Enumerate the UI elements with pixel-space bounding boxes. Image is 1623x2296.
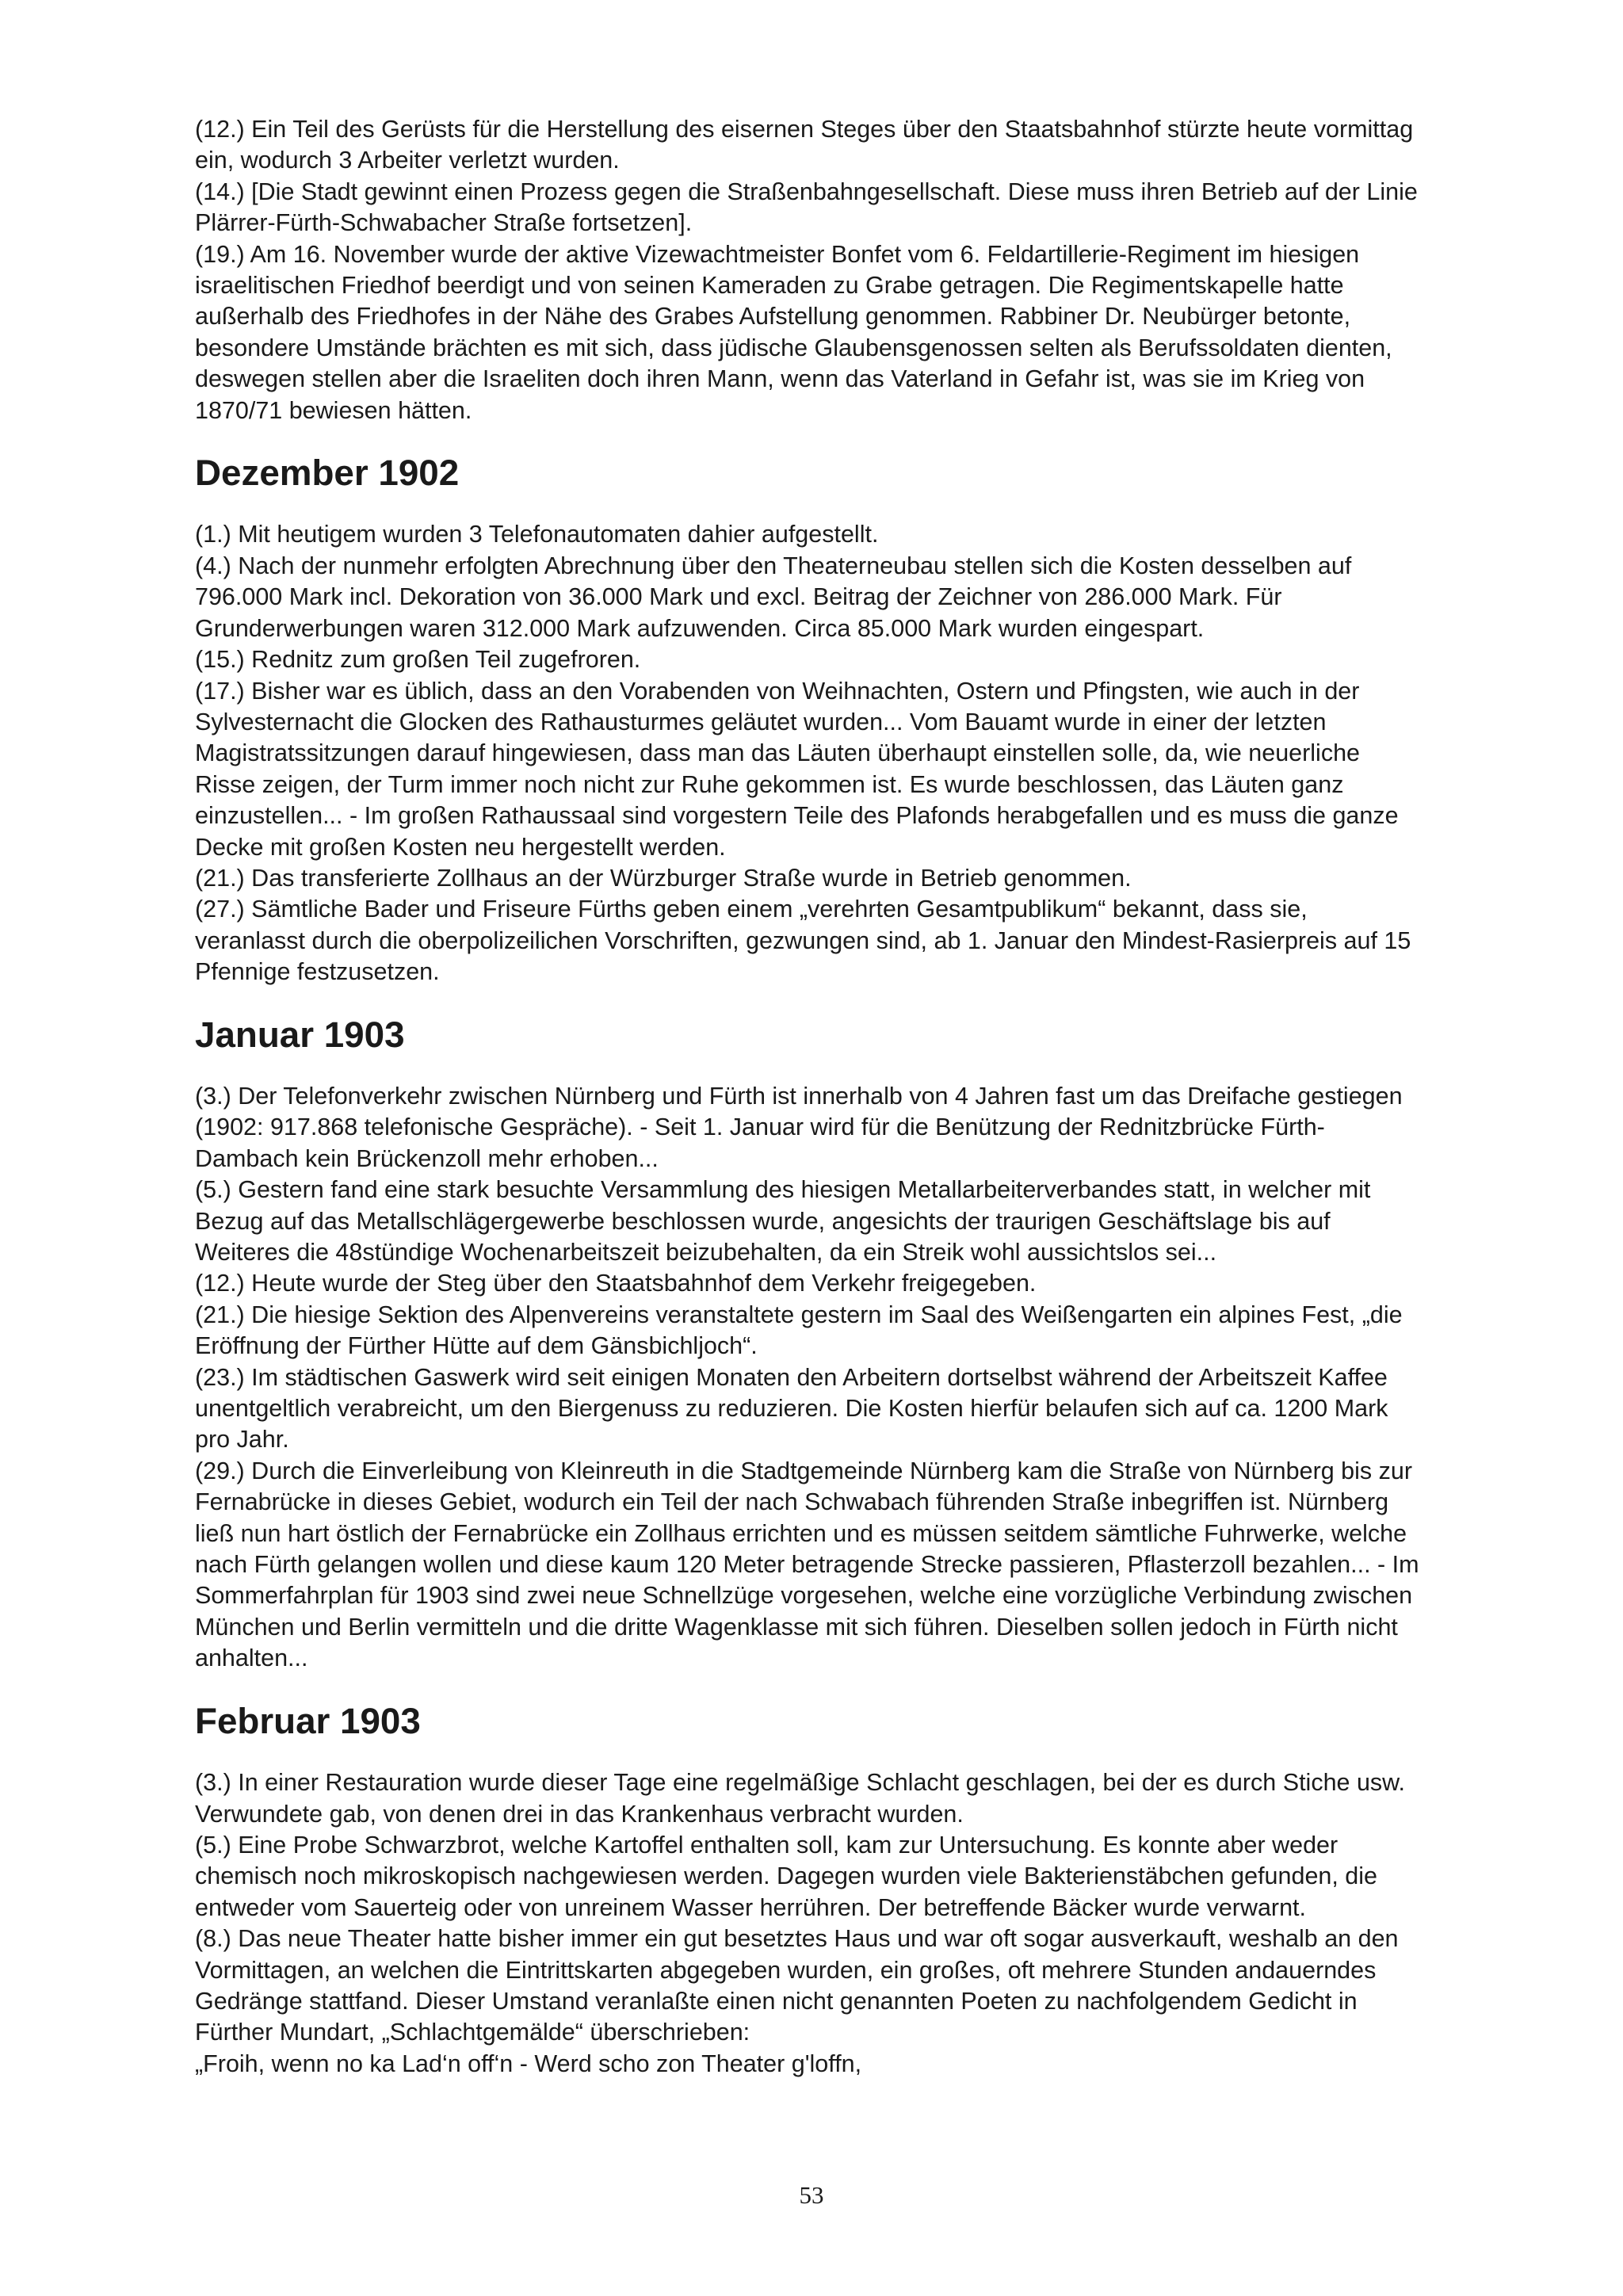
- entry-januar-21: (21.) Die hiesige Sektion des Alpenvereins veranstaltete gestern im Saal des Weißengarten ein alpines Fest, „die Eröffnung der Fürther Hütte auf dem Gänsbichljoch“.: [195, 1301, 1403, 1360]
- entry-januar-5: (5.) Gestern fand eine stark besuchte Versammlung des hiesigen Metallarbeiterverbandes statt, in welcher mit Bezug auf das Metallschlägergewerbe beschlossen wurde, angesichts der traurigen Geschäftslage bis auf Weiteres die 48stündige Wochenarbeitszeit beizubehalten, da ein Streik wohl aussichtslos sei...: [195, 1176, 1371, 1266]
- section-heading: Dezember 1902: [195, 453, 460, 494]
- entry-januar-12: (12.) Heute wurde der Steg über den Staatsbahnhof dem Verkehr freigegeben.: [195, 1270, 1037, 1297]
- entry-november-14: (14.) [Die Stadt gewinnt einen Prozess gegen die Straßenbahngesellschaft. Diese muss ihren Betrieb auf der Linie Plärrer-Fürth-Schwabacher Straße fortsetzen].: [195, 178, 1418, 237]
- entry-november-19: (19.) Am 16. November wurde der aktive Vizewachtmeister Bonfet vom 6. Feldartillerie-Regiment im hiesigen israelitischen Friedhof beerdigt und von seinen Kameraden zu Grabe getragen. Die Regimentskapelle hatte außerhalb des Friedhofes in der Nähe des Grabes Aufstellung genommen. Rabbiner Dr. Neubürger betonte, besondere Umstände brächten es mit sich, dass jüdische Glaubensgenossen selten als Berufssoldaten dienten, deswegen stellen aber die Israeliten doch ihren Mann, wenn das Vaterland in Gefahr ist, was sie im Krieg von 1870/71 bewiesen hätten.: [195, 240, 1392, 424]
- entry-dezember-15: (15.) Rednitz zum großen Teil zugefroren.: [195, 646, 641, 674]
- page-number: 53: [799, 2181, 824, 2209]
- document-page: [195, 114, 1423, 2080]
- entry-februar-5: (5.) Eine Probe Schwarzbrot, welche Kartoffel enthalten soll, kam zur Untersuchung. Es konnte aber weder chemisch noch mikroskopisch nachgewiesen werden. Dagegen wurden viele Bakterienstäbchen gefunden, die entweder vom Sauerteig oder von unreinem Wasser herrühren. Der betreffende Bäcker wurde verwarnt.: [195, 1831, 1378, 1921]
- entry-dezember-21: (21.) Das transferierte Zollhaus an der Würzburger Straße wurde in Betrieb genommen.: [195, 864, 1132, 892]
- section-heading: Januar 1903: [195, 1014, 405, 1055]
- entry-dezember-1: (1.) Mit heutigem wurden 3 Telefonautomaten dahier aufgestellt.: [195, 521, 879, 548]
- entry-januar-3: (3.) Der Telefonverkehr zwischen Nürnberg und Fürth ist innerhalb von 4 Jahren fast um das Dreifache gestiegen (1902: 917.868 telefonische Gespräche). - Seit 1. Januar wird für die Benützung der Rednitzbrücke Fürth-Dambach kein Brückenzoll mehr erhoben...: [195, 1082, 1403, 1172]
- intro-entries: [195, 114, 1423, 426]
- section-februar-1903: [195, 1700, 1423, 2080]
- entry-januar-23: (23.) Im städtischen Gaswerk wird seit einigen Monaten den Arbeitern dortselbst während der Arbeitszeit Kaffee unentgeltlich verabreicht, um den Biergenuss zu reduzieren. Die Kosten hierfür belaufen sich auf ca. 1200 Mark pro Jahr.: [195, 1363, 1388, 1454]
- entry-februar-3: (3.) In einer Restauration wurde dieser Tage eine regelmäßige Schlacht geschlagen, bei der es durch Stiche usw. Verwundete gab, von denen drei in das Krankenhaus verbracht wurden.: [195, 1769, 1405, 1828]
- section-januar-1903: [195, 1014, 1423, 1675]
- entry-dezember-4: (4.) Nach der nunmehr erfolgten Abrechnung über den Theaterneubau stellen sich die Kosten desselben auf 796.000 Mark incl. Dekoration von 36.000 Mark und excl. Beitrag der Zeichner von 286.000 Mark. Für Grunderwerbungen waren 312.000 Mark aufzuwenden. Circa 85.000 Mark wurden eingespart.: [195, 552, 1352, 642]
- entry-februar-8: (8.) Das neue Theater hatte bisher immer ein gut besetztes Haus und war oft sogar ausverkauft, weshalb an den Vormittagen, an welchen die Eintrittskarten abgegeben wurden, ein großes, oft mehrere Stunden andauerndes Gedränge stattfand. Dieser Umstand veranlaßte einen nicht genannten Poeten zu nachfolgendem Gedicht in Fürther Mundart, „Schlachtgemälde“ überschrieben:: [195, 1925, 1399, 2046]
- poem-line: „Froih, wenn no ka Lad‘n off‘n - Werd scho zon Theater g'loffn,: [195, 2050, 862, 2077]
- entry-november-12: (12.) Ein Teil des Gerüsts für die Herstellung des eisernen Steges über den Staatsbahnhof stürzte heute vormittag ein, wodurch 3 Arbeiter verletzt wurden.: [195, 116, 1414, 174]
- entry-januar-29: (29.) Durch die Einverleibung von Kleinreuth in die Stadtgemeinde Nürnberg kam die Straße von Nürnberg bis zur Fernabrücke in dieses Gebiet, wodurch ein Teil der nach Schwabach führenden Straße inbegriffen ist. Nürnberg ließ nun hart östlich der Fernabrücke ein Zollhaus errichten und es müssen seitdem sämtliche Fuhrwerke, welche nach Fürth gelangen wollen und diese kaum 120 Meter betragende Strecke passieren, Pflasterzoll bezahlen... - Im Sommerfahrplan für 1903 sind zwei neue Schnellzüge vorgesehen, welche eine vorzügliche Verbindung zwischen München und Berlin vermitteln und die dritte Wagenklasse mit sich führen. Dieselben sollen jedoch in Fürth nicht anhalten...: [195, 1457, 1419, 1672]
- entry-dezember-27: (27.) Sämtliche Bader und Friseure Fürths geben einem „verehrten Gesamtpublikum“ bekannt, dass sie, veranlasst durch die oberpolizeilichen Vorschriften, gezwungen sind, ab 1. Januar den Mindest-Rasierpreis auf 15 Pfennige festzusetzen.: [195, 896, 1411, 986]
- section-heading: Februar 1903: [195, 1700, 421, 1741]
- entry-dezember-17: (17.) Bisher war es üblich, dass an den Vorabenden von Weihnachten, Ostern und Pfingsten, wie auch in der Sylvesternacht die Glocken des Rathausturmes geläutet wurden... Vom Bauamt wurde in einer der letzten Magistratssitzungen darauf hingewiesen, dass man das Läuten überhaupt einstellen solle, da, wie neuerliche Risse zeigen, der Turm immer noch nicht zur Ruhe gekommen ist. Es wurde beschlossen, das Läuten ganz einzustellen... - Im großen Rathaussaal sind vorgestern Teile des Plafonds herabgefallen und es muss die ganze Decke mit großen Kosten neu hergestellt werden.: [195, 677, 1399, 861]
- section-dezember-1902: [195, 453, 1423, 988]
